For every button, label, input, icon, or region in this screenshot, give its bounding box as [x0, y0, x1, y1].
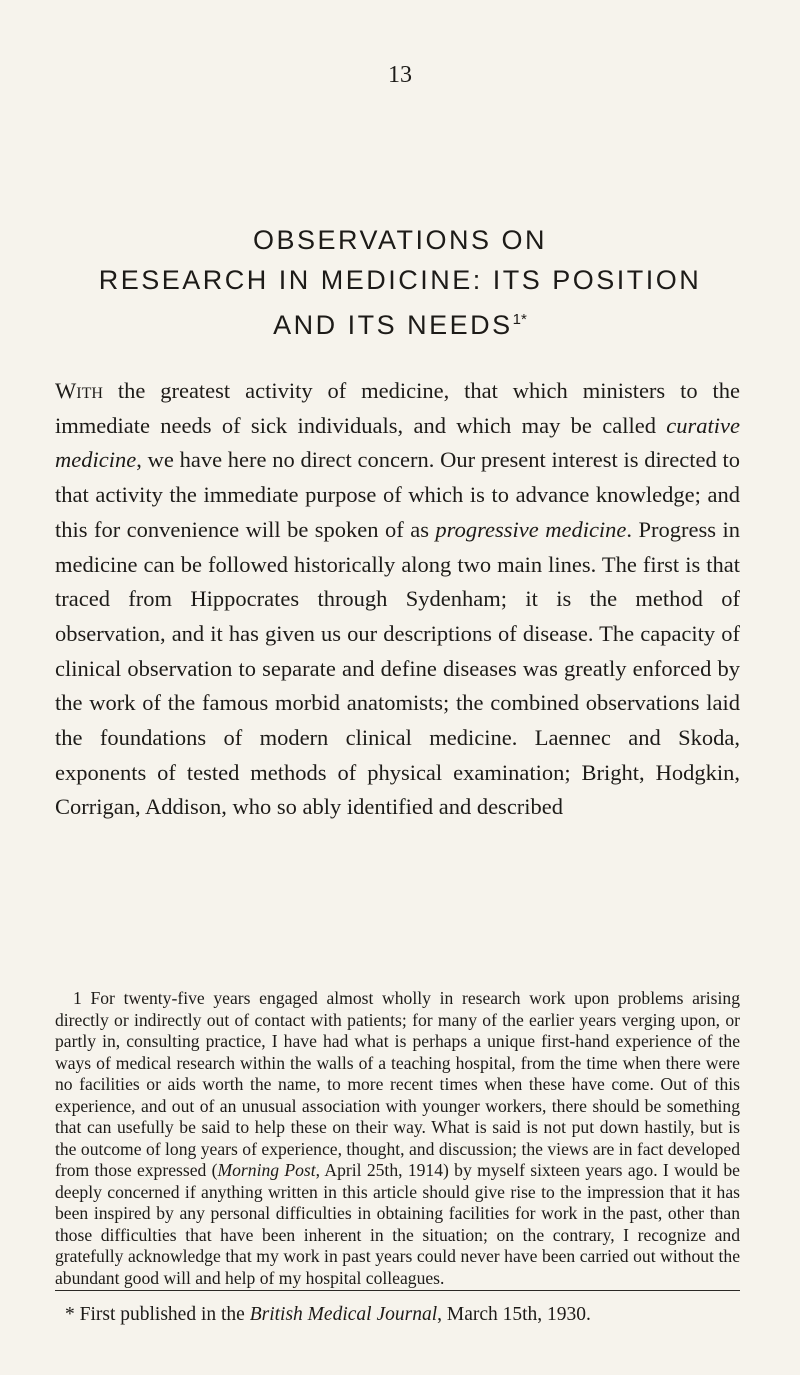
footnote-number: 1	[73, 988, 82, 1008]
publication-note	[55, 1302, 740, 1328]
footnote-emphasis-morning-post: Morning Post	[217, 1160, 316, 1180]
publication-note-segment-1: First published in the	[74, 1304, 250, 1325]
footnote-segment-1: For twenty-five years engaged almost wholly in research work upon problems arising directly or indirectly out of contact with patients; for many of the earlier years verging upon, or partly in, consulting practice, I have had what is perhaps a unique first-hand experience of the ways of medical research within the walls of a teaching hospital, from the time when there were no facilities or aids worth the name, to more recent times when these have come. Out of this experience, and out of an unusual association with younger workers, there should be something that can usefully be said to help these on their way. What is said is not put down hastily, but is the outcome of long years of experience, thought, and discussion; the views are in fact developed from those expressed (	[55, 988, 740, 1180]
title-line-1: OBSERVATIONS ON	[252, 225, 548, 255]
publication-note-marker: *	[65, 1304, 75, 1325]
body-segment-1: the greatest activity of medicine, that which ministers to the immediate needs of sick individuals, and which may be called	[55, 378, 740, 438]
body-segment-2: , we have here no direct concern. Our present interest is directed to that activity the immediate purpose of which is to advance knowledge; and this for convenience will be spoken of as	[55, 447, 740, 542]
title-line-3	[0, 300, 800, 345]
footnote	[55, 988, 740, 1289]
article-title	[0, 220, 800, 345]
publication-note-journal: British Medical Journal	[249, 1304, 438, 1325]
footnote-segment-2: , April 25th, 1914) by myself sixteen years ago. I would be deeply concerned if anything written in this article should give rise to the impression that it has been inspired by any personal difficulties in obtaining facilities for work in the past, other than those difficulties that have been inherent in the situation; on the contrary, I recognize and gratefully acknowledge that my work in past years could never have been carried out without the abundant good will and help of my hospital colleagues.	[55, 1160, 740, 1288]
footnote-divider	[55, 1290, 740, 1291]
body-first-word: With	[55, 378, 103, 403]
body-emphasis-progressive: progressive medicine	[435, 516, 627, 542]
title-footnote-marker: 1*	[512, 311, 527, 328]
page-number: 13	[388, 62, 412, 88]
title-line-3-text: AND ITS NEEDS	[273, 310, 513, 340]
body-paragraph	[55, 374, 740, 825]
publication-note-segment-2: , March 15th, 1930.	[437, 1304, 591, 1325]
body-emphasis-curative: curative medicine	[55, 412, 740, 473]
title-line-2: RESEARCH IN MEDICINE: ITS POSITION	[98, 265, 702, 295]
body-segment-3: . Progress in medicine can be followed historically along two main lines. The first is that traced from Hippocrates through Sydenham; it is the method of observation, and it has given us our descriptions of disease. The capacity of clinical observation to separate and define diseases was greatly enforced by the work of the famous morbid anatomists; the combined observations laid the foundations of modern clinical medicine. Laennec and Skoda, exponents of tested methods of physical examination; Bright, Hodgkin, Corrigan, Addison, who so ably identified and described	[55, 516, 740, 820]
